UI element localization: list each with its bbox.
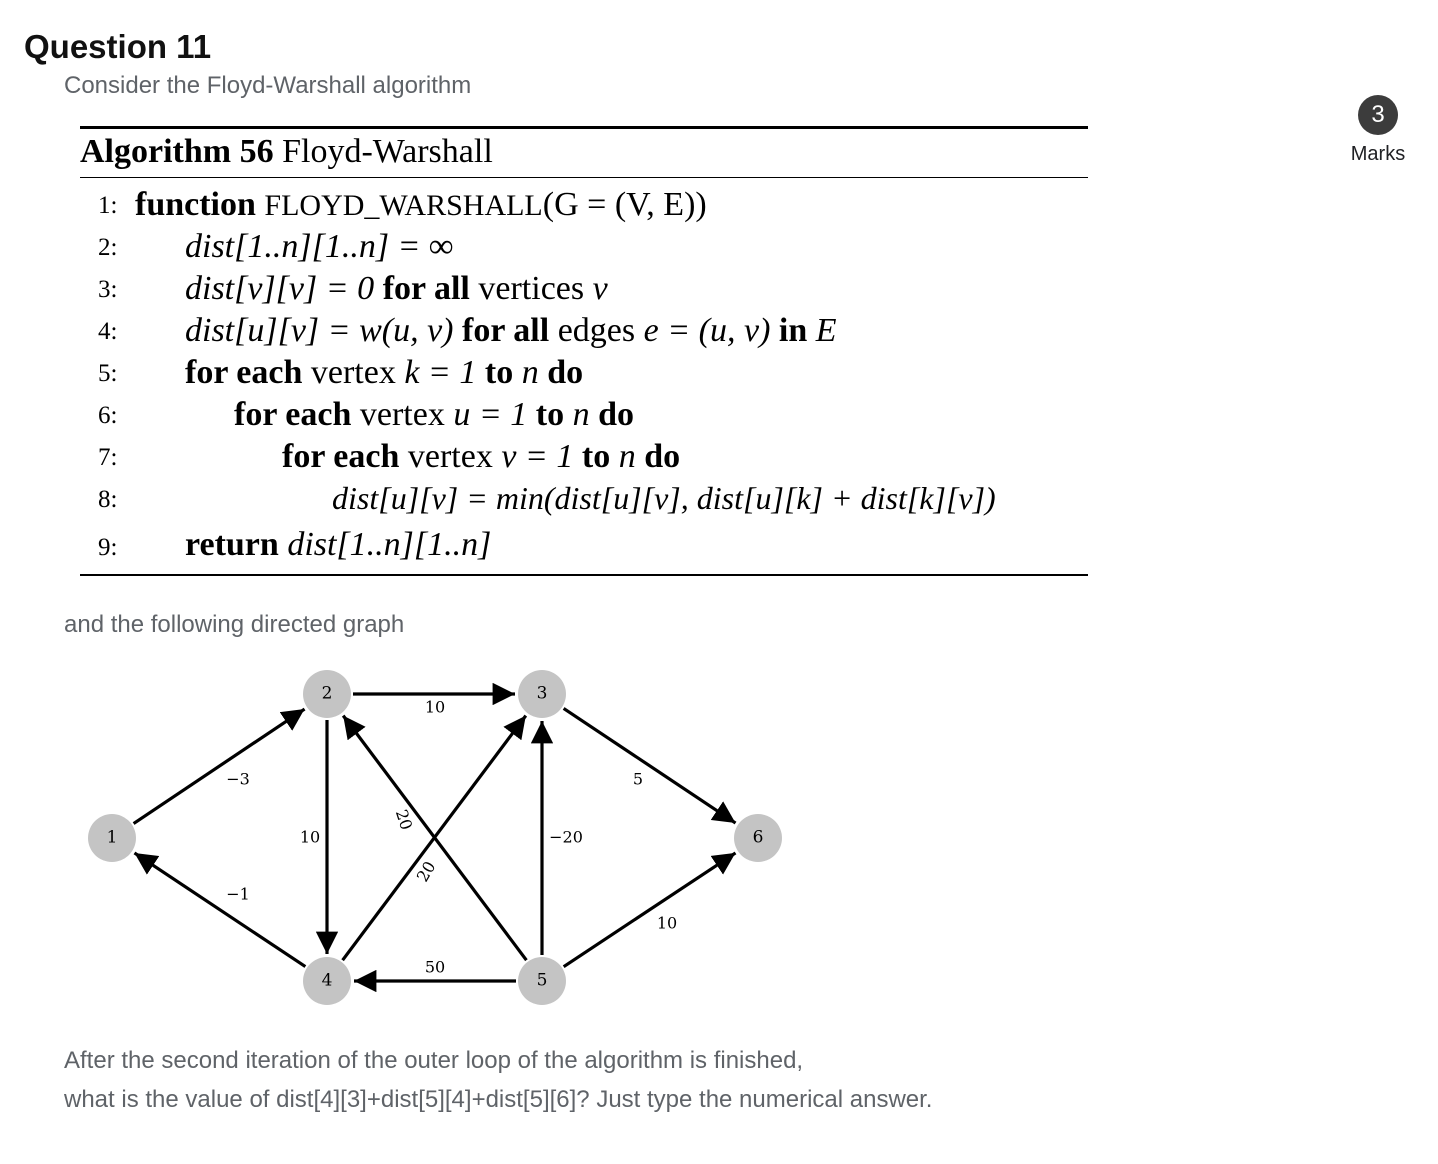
node-label: 3 [536,683,548,704]
edge-4-1 [134,853,305,967]
question-intro: Consider the Floyd-Warshall algorithm [64,72,472,99]
algorithm-line-4: dist[u][v] = w(u, v) for all edges e = (u, v) in E [185,312,837,349]
edge-weight-5-3: −20 [549,827,583,847]
line-number: 4: [98,318,118,345]
algorithm-line-9: return dist[1..n][1..n] [185,526,492,563]
algorithm-line-1 [135,186,707,224]
line-number: 5: [98,360,118,387]
line-number: 2: [98,234,118,261]
edge-weight-2-3: 10 [424,697,446,717]
line-number: 8: [98,486,118,513]
algorithm-line-8: dist[u][v] = min(dist[u][v], dist[u][k] + dist[k][v]) [332,480,996,516]
node-label: 1 [106,827,118,848]
algorithm-body [80,178,1088,576]
node-label: 6 [752,827,764,848]
edge-weight-4-1: −1 [226,884,250,904]
edge-weight-4-3: 20 [412,857,440,886]
edge-weight-5-4: 50 [424,957,446,977]
graph-node-1 [88,814,136,862]
node-label: 2 [321,683,333,704]
function-name: FLOYD_WARSHALL [264,189,543,222]
line-number: 6: [98,402,118,429]
directed-graph [0,650,820,1020]
node-label: 5 [536,970,548,991]
algorithm-header [80,129,1088,178]
graph-node-4 [303,957,351,1005]
question-prompt [64,1041,932,1119]
algorithm-name: Floyd-Warshall [282,133,493,170]
algorithm-line-6: for each vertex u = 1 to n do [234,396,635,433]
line-number: 9: [98,534,118,561]
function-args: (G = (V, E)) [542,186,707,223]
edge-1-2 [134,709,305,824]
line-number: 7: [98,444,118,471]
edge-weight-5-6: 10 [656,913,678,933]
graph-node-5 [518,957,566,1005]
graph-intro: and the following directed graph [64,611,405,638]
algorithm-box [80,126,1088,576]
keyword: function [135,186,256,223]
edge-weight-1-2: −3 [226,769,250,789]
algorithm-line-5: for each vertex k = 1 to n do [185,354,584,391]
node-label: 4 [321,970,333,991]
edge-weight-5-2: 20 [391,807,417,833]
algorithm-line-2: dist[1..n][1..n] = ∞ [185,228,454,265]
edge-weight-3-6: 5 [632,769,644,789]
marks-value: 3 [1358,95,1398,135]
marks-label: Marks [1350,143,1406,165]
graph-node-3 [518,670,566,718]
prompt-line-1: After the second iteration of the outer loop of the algorithm is finished, [64,1047,804,1074]
algorithm-line-7: for each vertex v = 1 to n do [282,438,681,475]
graph-node-6 [734,814,782,862]
algorithm-line-3: dist[v][v] = 0 for all vertices v [185,270,608,307]
line-number: 1: [98,192,118,219]
question-title: Question 11 [24,28,212,65]
graph-node-2 [303,670,351,718]
marks-indicator [1348,95,1408,166]
edge-3-6 [564,708,736,823]
edge-weight-2-4: 10 [299,827,321,847]
line-number: 3: [98,276,118,303]
edge-5-6 [564,853,736,967]
algorithm-label: Algorithm 56 [80,133,274,170]
prompt-line-2: what is the value of dist[4][3]+dist[5][4]+dist[5][6]? Just type the numerical answer. [64,1086,933,1113]
